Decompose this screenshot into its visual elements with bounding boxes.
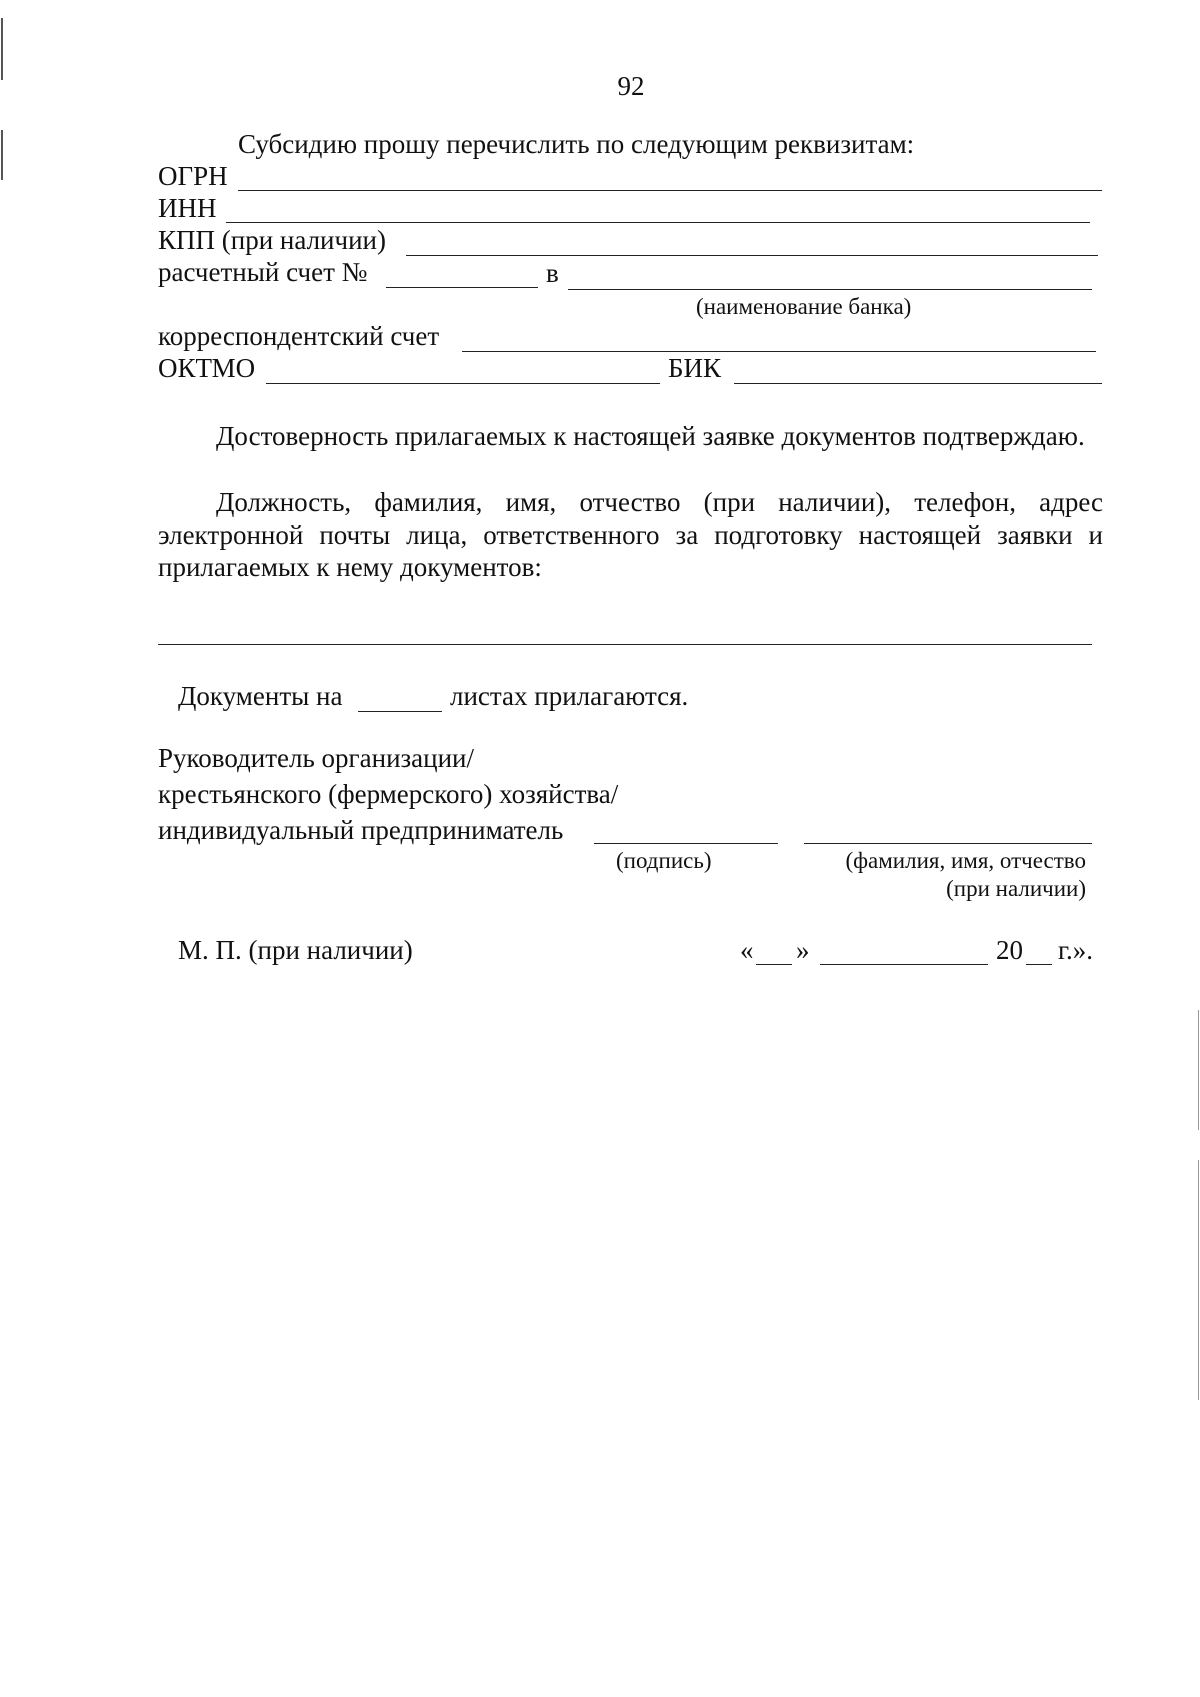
corr-account-field[interactable] (462, 351, 1096, 352)
stamp-label: М. П. (при наличии) (178, 935, 413, 965)
attachments-prefix: Документы на (178, 681, 343, 711)
bank-name-field[interactable] (568, 289, 1092, 290)
kpp-field[interactable] (406, 255, 1098, 256)
responsible-paragraph (158, 486, 1103, 584)
attachments-suffix: листах прилагаются. (450, 681, 689, 711)
inn-field[interactable] (226, 222, 1090, 223)
confirmation-text: Достоверность прилагаемых к настоящей заявке документов подтверждаю. (216, 421, 1085, 451)
date-close-quote: » (796, 935, 810, 965)
page-number: 92 (617, 71, 645, 101)
intro-text: Субсидию прошу перечислить по следующим реквизитам: (238, 129, 915, 159)
bik-field[interactable] (734, 383, 1102, 384)
date-month-field[interactable] (820, 964, 988, 965)
attachments-count-field[interactable] (358, 711, 442, 712)
date-open-quote: « (740, 935, 754, 965)
kpp-label: КПП (при наличии) (158, 225, 386, 255)
full-name-caption-line-2: (при наличии) (946, 876, 1086, 901)
scan-edge-mark (1198, 1160, 1199, 1400)
ogrn-label: ОГРН (158, 161, 228, 191)
signature-caption: (подпись) (616, 848, 712, 873)
scan-edge-mark (1, 130, 3, 180)
bik-label: БИК (668, 353, 722, 383)
oktmo-field[interactable] (266, 383, 660, 384)
account-label: расчетный счет № (158, 257, 368, 287)
full-name-field[interactable] (804, 843, 1092, 844)
inn-label: ИНН (158, 193, 217, 223)
signatory-line-2: крестьянского (фермерского) хозяйства/ (158, 779, 619, 809)
date-year-prefix: 20 (996, 935, 1023, 965)
corr-account-label: корреспондентский счет (158, 321, 440, 351)
signature-field[interactable] (594, 843, 778, 844)
responsible-person-field[interactable] (158, 644, 1092, 645)
bank-name-caption: (наименование банка) (696, 294, 912, 319)
date-day-field[interactable] (756, 964, 792, 965)
oktmo-label: ОКТМО (158, 353, 256, 383)
ogrn-field[interactable] (238, 190, 1102, 191)
full-name-caption-line-1: (фамилия, имя, отчество (845, 848, 1086, 873)
date-suffix: г.». (1058, 935, 1094, 965)
account-field[interactable] (386, 287, 538, 288)
responsible-text: Должность, фамилия, имя, отчество (при наличии), телефон, адрес электронной почты лица, ответственного за подготовку настоящей заявки и прилагаемых к нему документов: (158, 487, 1103, 582)
scan-edge-mark (1198, 1010, 1199, 1130)
account-in-word: в (546, 258, 559, 288)
signatory-line-1: Руководитель организации/ (158, 743, 475, 773)
confirmation-paragraph (158, 420, 1103, 453)
signatory-line-3: индивидуальный предприниматель (158, 815, 564, 845)
date-year-field[interactable] (1026, 964, 1052, 965)
